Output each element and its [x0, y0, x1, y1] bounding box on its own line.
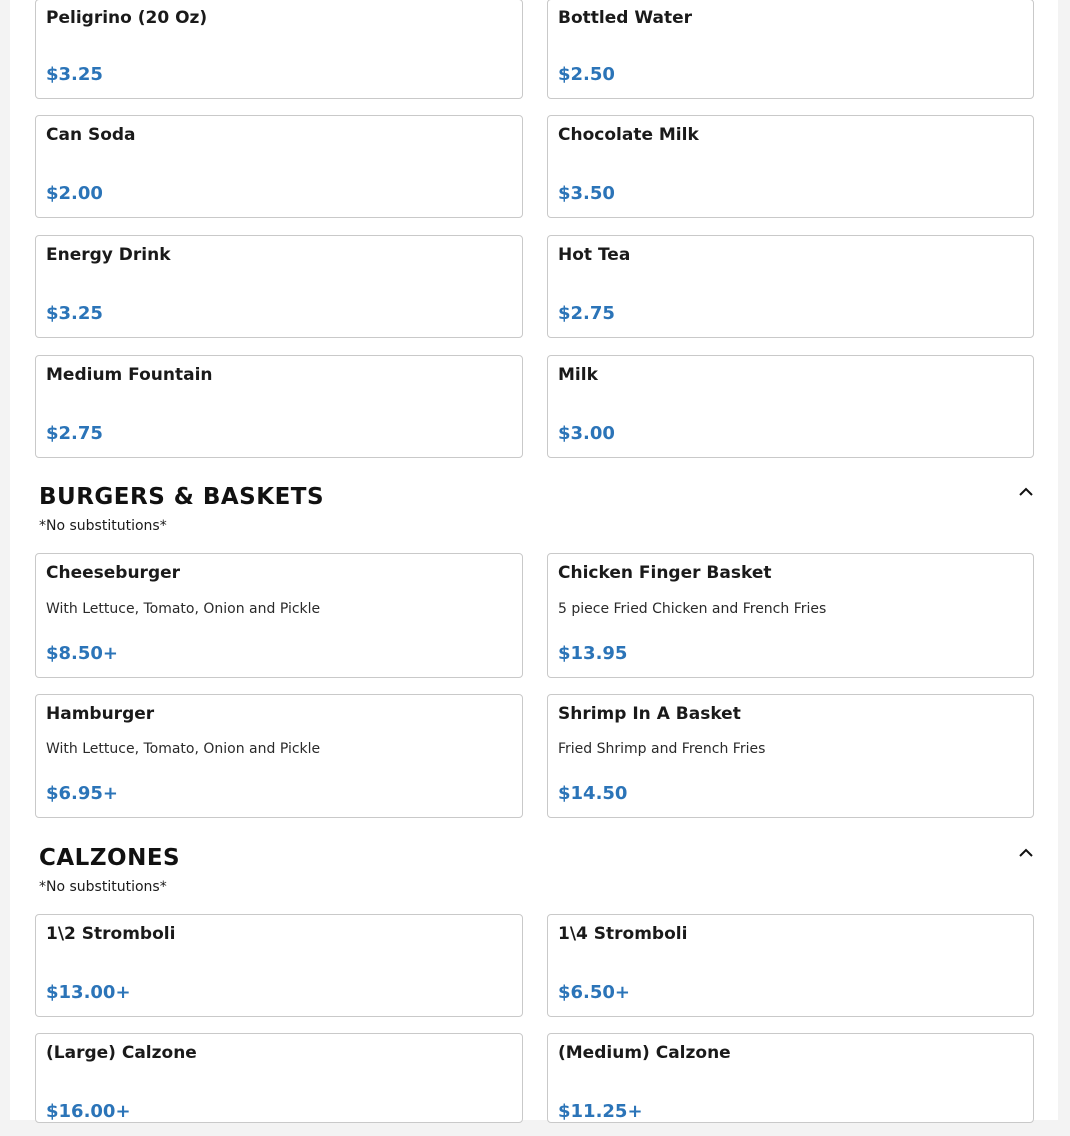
menu-item-card[interactable]	[547, 115, 1034, 218]
menu-item-card[interactable]	[35, 115, 523, 218]
item-name: (Large) Calzone	[46, 1043, 197, 1063]
section-title: CALZONES	[39, 845, 181, 871]
menu-item-card[interactable]	[35, 0, 523, 99]
item-price: $6.50+	[558, 982, 631, 1003]
drinks-grid	[35, 0, 1034, 99]
item-price: $6.95+	[46, 783, 119, 804]
item-name: 1\4 Stromboli	[558, 924, 688, 944]
item-description: Fried Shrimp and French Fries	[558, 741, 766, 757]
item-name: Shrimp In A Basket	[558, 704, 741, 724]
item-price: $13.00+	[46, 982, 131, 1003]
item-price: $3.50	[558, 183, 615, 204]
menu-item-card[interactable]	[35, 355, 523, 458]
chevron-up-icon[interactable]	[1018, 485, 1034, 499]
item-name: Milk	[558, 365, 598, 385]
item-name: Medium Fountain	[46, 365, 213, 385]
section-header-burgers	[39, 484, 1034, 534]
menu-page	[10, 0, 1058, 1120]
menu-item-card[interactable]	[547, 1033, 1034, 1123]
menu-item-card[interactable]	[35, 914, 523, 1017]
item-price: $13.95	[558, 643, 628, 664]
item-price: $16.00+	[46, 1101, 131, 1122]
item-price: $3.00	[558, 423, 615, 444]
item-description: With Lettuce, Tomato, Onion and Pickle	[46, 601, 321, 617]
item-price: $3.25	[46, 303, 103, 324]
menu-item-card[interactable]	[547, 0, 1034, 99]
menu-item-card[interactable]	[547, 553, 1034, 678]
chevron-up-icon[interactable]	[1018, 846, 1034, 860]
section-title: BURGERS & BASKETS	[39, 484, 325, 510]
item-price: $2.75	[46, 423, 103, 444]
item-name: Bottled Water	[558, 8, 692, 28]
menu-item-card[interactable]	[35, 1033, 523, 1123]
item-price: $2.00	[46, 183, 103, 204]
drinks-grid-continued	[35, 115, 1034, 458]
item-name: Energy Drink	[46, 245, 171, 265]
menu-item-card[interactable]	[35, 235, 523, 338]
item-name: Can Soda	[46, 125, 136, 145]
menu-item-card[interactable]	[547, 235, 1034, 338]
item-name: 1\2 Stromboli	[46, 924, 176, 944]
item-name: (Medium) Calzone	[558, 1043, 731, 1063]
item-name: Hot Tea	[558, 245, 631, 265]
item-name: Peligrino (20 Oz)	[46, 8, 208, 28]
item-name: Chocolate Milk	[558, 125, 699, 145]
item-price: $11.25+	[558, 1101, 643, 1122]
item-description: 5 piece Fried Chicken and French Fries	[558, 601, 827, 617]
item-name: Chicken Finger Basket	[558, 563, 772, 583]
burgers-grid	[35, 553, 1034, 819]
item-description: With Lettuce, Tomato, Onion and Pickle	[46, 741, 321, 757]
calzones-grid	[35, 914, 1034, 1136]
menu-item-card[interactable]	[35, 694, 523, 818]
menu-item-card[interactable]	[547, 914, 1034, 1017]
menu-item-card[interactable]	[35, 553, 523, 678]
item-name: Hamburger	[46, 704, 155, 724]
menu-item-card[interactable]	[547, 355, 1034, 458]
section-note: *No substitutions*	[39, 879, 167, 895]
item-name: Cheeseburger	[46, 563, 181, 583]
section-note: *No substitutions*	[39, 518, 167, 534]
menu-item-card[interactable]	[547, 694, 1034, 818]
item-price: $2.75	[558, 303, 615, 324]
section-header-calzones	[39, 845, 1034, 895]
item-price: $14.50	[558, 783, 628, 804]
item-price: $8.50+	[46, 643, 119, 664]
item-price: $2.50	[558, 64, 615, 85]
item-price: $3.25	[46, 64, 103, 85]
